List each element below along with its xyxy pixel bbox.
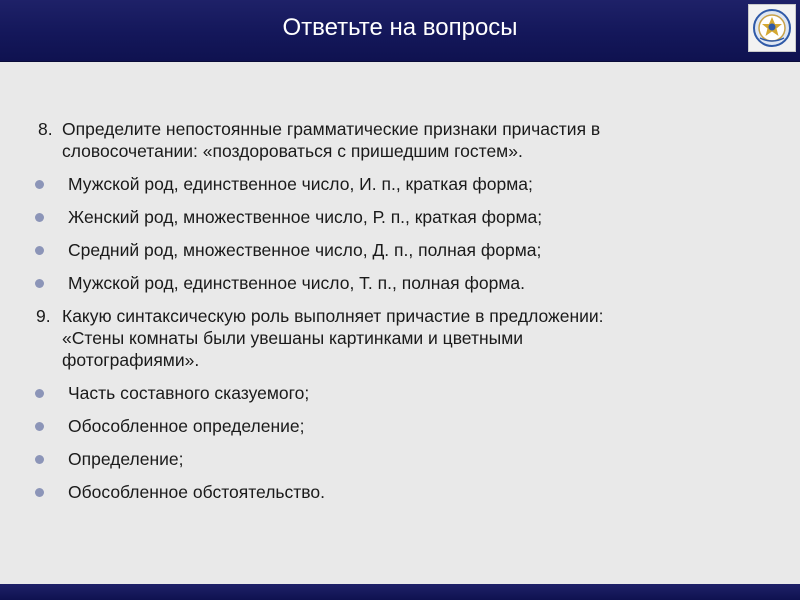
question-text-line: Какую синтаксическую роль выполняет причастие в предложении: [62,306,604,326]
question-text-line: «Стены комнаты были увешаны картинками и цветными [62,328,524,348]
emblem-logo [748,4,796,52]
footer-bar [0,584,800,600]
answer-option-label: Определение; [68,449,184,469]
answer-option [28,173,768,195]
answer-option-label: Мужской род, единственное число, И. п., краткая форма; [68,174,533,194]
answer-option [28,272,768,294]
bullet-icon [35,180,44,189]
bullet-icon [35,279,44,288]
bullet-icon [35,422,44,431]
question-number: 8. [38,119,53,139]
answer-option-label: Обособленное определение; [68,416,305,436]
bullet-icon [35,213,44,222]
question-text-line: фотографиями». [62,350,200,370]
answer-option [28,448,768,470]
answer-option-label: Обособленное обстоятельство. [68,482,325,502]
answer-option [28,239,768,261]
header-bar [0,0,800,62]
answer-option [28,481,768,503]
question-text-line: словосочетании: «поздороваться с пришедшим гостем». [62,141,523,161]
question-9 [28,305,768,371]
answer-option-label: Часть составного сказуемого; [68,383,310,403]
bullet-icon [35,488,44,497]
answer-option [28,415,768,437]
question-number: 9. [36,306,51,326]
answer-option-label: Мужской род, единственное число, Т. п., полная форма. [68,273,525,293]
page-title: Ответьте на вопросы [282,14,518,41]
answer-option-label: Женский род, множественное число, Р. п., краткая форма; [68,207,543,227]
answer-option-label: Средний род, множественное число, Д. п., полная форма; [68,240,542,260]
question-text-line: Определите непостоянные грамматические признаки причастия в [62,119,601,139]
bullet-icon [35,389,44,398]
bullet-icon [35,455,44,464]
question-8 [28,118,768,162]
bullet-icon [35,246,44,255]
answer-option [28,382,768,404]
emblem-icon [752,8,792,48]
questions-content [28,118,768,514]
answer-option [28,206,768,228]
